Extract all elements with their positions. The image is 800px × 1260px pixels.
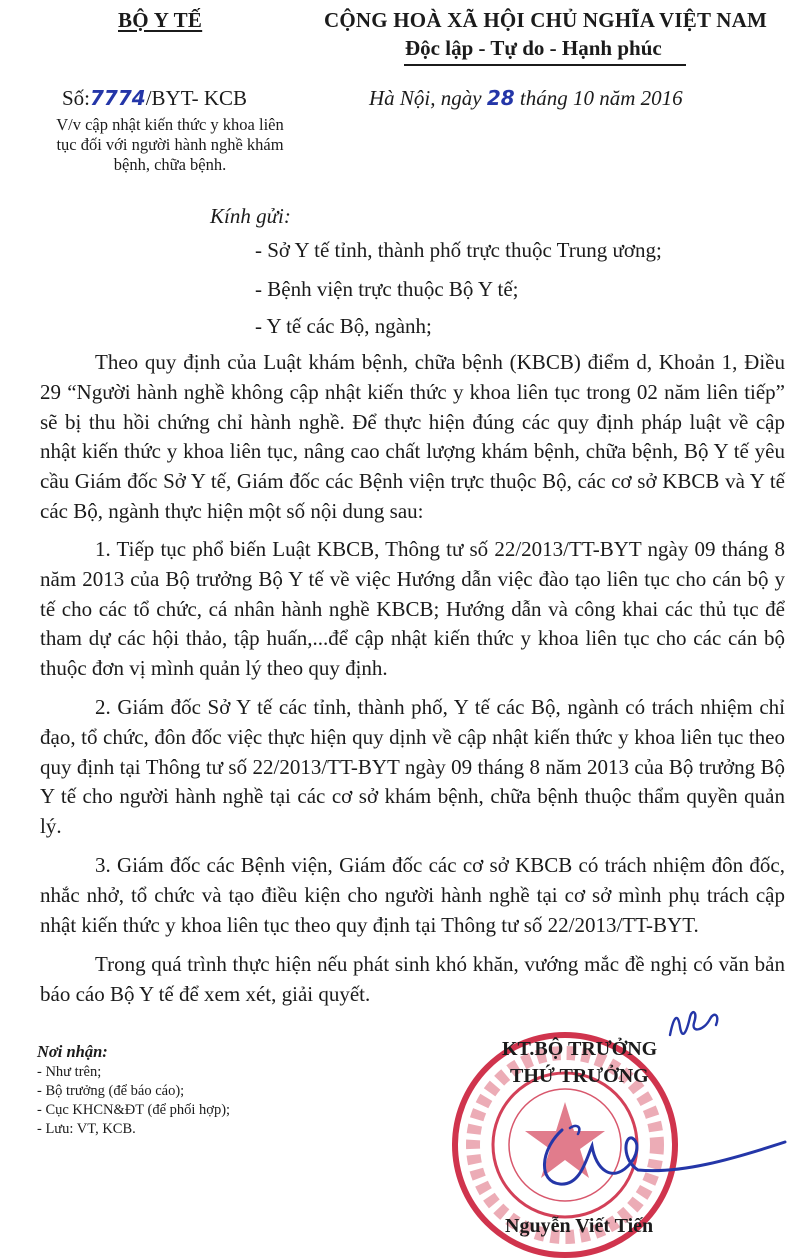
body-item-3: 3. Giám đốc các Bệnh viện, Giám đốc các cơ sở KBCB có trách nhiệm đôn đốc, nhắc nhở, tổ chức và tạo điều kiện cho người hành nghề tại cơ sở mình phụ trách cập nhật kiến thức y khoa liên tục theo quy định tại Thông tư số 22/2013/TT-BYT. (40, 853, 785, 937)
recipients-footer-item: - Cục KHCN&ĐT (để phối hợp); (37, 1102, 231, 1118)
date-prefix: Hà Nội, ngày (369, 86, 487, 110)
motto-underline (404, 64, 686, 66)
date-suffix: tháng 10 năm 2016 (514, 86, 683, 110)
signature-role: KT.BỘ TRƯỞNG (502, 1038, 658, 1060)
handwritten-signature (520, 1120, 790, 1200)
recipient-item: - Y tế các Bộ, ngành; (255, 314, 432, 338)
issuing-agency: BỘ Y TẾ (118, 8, 203, 32)
document-number-suffix: /BYT- KCB (145, 86, 248, 110)
body-item-2: 2. Giám đốc Sở Y tế các tỉnh, thành phố, Y tế các Bộ, ngành có trách nhiệm chỉ đạo, tổ chức, đôn đốc việc thực hiện quy dịnh về cập nhật kiến thức y khoa liên tục theo quy định tại Thông tư số 22/2013/TT-BYT ngày 09 tháng 8 năm 2013 của Bộ trưởng Bộ Y tế cho người hành nghề tại các cơ sở khám bệnh, chữa bệnh thuộc thẩm quyền quản lý. (40, 695, 785, 839)
body-item-1: 1. Tiếp tục phổ biến Luật KBCB, Thông tư số 22/2013/TT-BYT ngày 09 tháng 8 năm 2013 của Bộ trưởng Bộ Y tế về việc Hướng dẫn việc đào tạo liên tục cho cán bộ y tế cho các tổ chức, cá nhân hành nghề KBCB; Hướng dẫn và công khai các thủ tục để tham dự các hội thảo, tập huấn,...để cập nhật kiến thức y khoa liên tục cho các cán bộ thuộc đơn vị mình quản lý theo quy định. (40, 537, 785, 681)
signature-title: THỨ TRƯỞNG (510, 1065, 649, 1087)
signer-name: Nguyễn Viết Tiến (505, 1215, 654, 1237)
recipient-item: - Sở Y tế tỉnh, thành phố trực thuộc Trung ương; (255, 238, 662, 262)
document-number-handwritten: 7774 (90, 86, 146, 110)
date-day-handwritten: 28 (486, 86, 515, 110)
body-intro-paragraph: Theo quy định của Luật khám bệnh, chữa bệnh (KBCB) điểm d, Khoản 1, Điều 29 “Người hành nghề không cập nhật kiến thức y khoa liên tục trong 02 năm liên tiếp” sẽ bị thu hồi chứng chỉ hành nghề. Để thực hiện đúng các quy định pháp luật về cập nhật kiến thức y khoa liên tục, nâng cao chất lượng khám bệnh, chữa bệnh, Bộ Y tế yêu cầu Giám đốc Sở Y tế, Giám đốc các Bệnh viện trực thuộc Bộ, các cơ sở KBCB và Y tế các Bộ, ngành thực hiện một số nội dung sau: (40, 350, 785, 523)
recipients-footer-item: - Như trên; (37, 1064, 102, 1080)
national-title: CỘNG HOÀ XÃ HỘI CHỦ NGHĨA VIỆT NAM (324, 8, 767, 32)
body-closing-paragraph: Trong quá trình thực hiện nếu phát sinh khó khăn, vướng mắc đề nghị có văn bản báo cáo Bộ Y tế để xem xét, giải quyết. (40, 952, 785, 1006)
document-number-prefix: Số: (62, 86, 91, 110)
national-motto: Độc lập - Tự do - Hạnh phúc (405, 36, 662, 60)
recipient-item: - Bệnh viện trực thuộc Bộ Y tế; (255, 277, 519, 301)
recipients-footer-item: - Lưu: VT, KCB. (37, 1121, 136, 1137)
handwritten-initial (664, 1005, 724, 1043)
date-line (369, 86, 683, 111)
recipients-footer-item: - Bộ trưởng (để báo cáo); (37, 1083, 185, 1099)
greeting-label: Kính gửi: (210, 204, 291, 228)
document-number (62, 86, 247, 111)
recipients-footer-title: Nơi nhận: (37, 1042, 108, 1061)
subject-line: V/v cập nhật kiến thức y khoa liên tục đối với người hành nghề khám bệnh, chữa bệnh. (56, 115, 284, 174)
